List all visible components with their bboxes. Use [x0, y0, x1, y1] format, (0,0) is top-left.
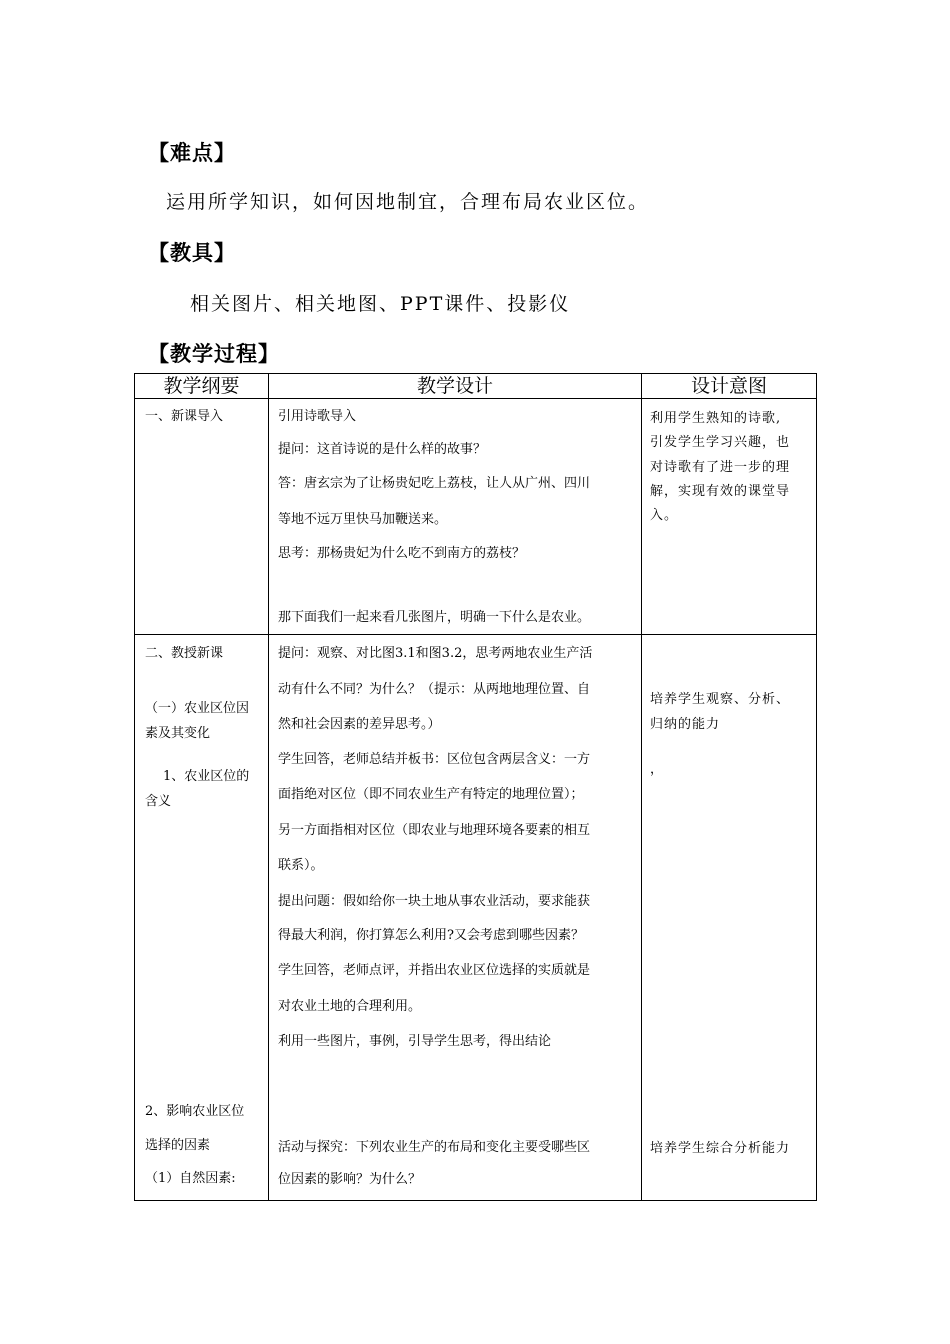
row1-outline-cell	[135, 399, 269, 635]
intent-line: 归纳的能力	[650, 717, 721, 732]
intent-line: 利用学生熟知的诗歌,	[650, 411, 782, 426]
outline-line: 选择的因素	[145, 1138, 211, 1153]
design-line: 学生回答，老师总结并板书：区位包含两层含义：一方	[278, 752, 591, 767]
header-design: 教学设计	[269, 374, 642, 399]
design-line: 等地不远万里快马加鞭送来。	[278, 512, 448, 527]
design-line: 那下面我们一起来看几张图片，明确一下什么是农业。	[278, 610, 591, 625]
row2-intent-cell	[642, 635, 817, 1201]
intent-line: 解，实现有效的课堂导	[650, 484, 791, 499]
intent-line: 培养学生观察、分析、	[650, 692, 791, 707]
design-line: 提出问题：假如给你一块土地从事农业活动，要求能获	[278, 894, 591, 909]
tools-text: 相关图片、相关地图、PPT课件、投影仪	[190, 293, 571, 315]
intent-line: 引发学生学习兴趣，也	[650, 435, 791, 450]
row2-outline-cell	[135, 635, 269, 1201]
design-line: 然和社会因素的差异思考。）	[278, 717, 441, 732]
design-line: 思考：那杨贵妃为什么吃不到南方的荔枝？	[278, 546, 526, 561]
design-line: 活动与探究：下列农业生产的布局和变化主要受哪些区	[278, 1140, 591, 1155]
difficulty-heading: 【难点】	[148, 140, 236, 165]
outline-line: 含义	[145, 794, 172, 809]
table-row	[135, 399, 817, 635]
row1-design-cell	[269, 399, 642, 635]
design-line: 提问：观察、对比图3.1和图3.2，思考两地农业生产活	[278, 646, 593, 661]
design-line: 位因素的影响？为什么？	[278, 1172, 422, 1187]
header-intent: 设计意图	[642, 374, 817, 399]
outline-line: 素及其变化	[145, 726, 211, 741]
process-heading: 【教学过程】	[148, 341, 280, 366]
design-line: 对农业土地的合理利用。	[278, 999, 422, 1014]
design-line: 学生回答，老师点评，并指出农业区位选择的实质就是	[278, 963, 591, 978]
outline-line: 1、农业区位的	[163, 769, 250, 784]
outline-line: （一）农业区位因	[145, 701, 250, 716]
outline-line: 二、教授新课	[145, 646, 224, 661]
intent-line: 对诗歌有了进一步的理	[650, 460, 791, 475]
design-line: 引用诗歌导入	[278, 409, 357, 424]
design-line: 另一方面指相对区位（即农业与地理环境各要素的相互	[278, 823, 591, 838]
row2-design-cell	[269, 635, 642, 1201]
design-line: 提问：这首诗说的是什么样的故事？	[278, 442, 487, 457]
difficulty-text: 运用所学知识，如何因地制宜，合理布局农业区位。	[166, 191, 650, 213]
intent-line: 入。	[650, 508, 679, 523]
design-line: 答：唐玄宗为了让杨贵妃吃上荔枝，让人从广州、四川	[278, 476, 591, 491]
header-outline: 教学纲要	[135, 374, 269, 399]
design-line: 面指绝对区位（即不同农业生产有特定的地理位置）；	[278, 787, 584, 802]
intent-line: ，	[650, 762, 665, 777]
tools-heading: 【教具】	[148, 240, 236, 265]
table-header-row	[135, 374, 817, 399]
design-line: 动有什么不同？为什么？（提示：从两地地理位置、自	[278, 682, 591, 697]
lesson-plan-table	[134, 373, 817, 1201]
outline-line: （1）自然因素:	[145, 1171, 236, 1186]
design-line: 利用一些图片，事例，引导学生思考，得出结论	[278, 1034, 552, 1049]
table-row	[135, 635, 817, 1201]
row1-intent-cell	[642, 399, 817, 635]
intent-line: 培养学生综合分析能力	[650, 1141, 791, 1156]
design-line: 得最大利润，你打算怎么利用?又会考虑到哪些因素？	[278, 928, 584, 943]
design-line: 联系）。	[278, 858, 324, 873]
outline-line: 一、新课导入	[145, 409, 224, 424]
outline-line: 2、影响农业区位	[145, 1104, 245, 1119]
